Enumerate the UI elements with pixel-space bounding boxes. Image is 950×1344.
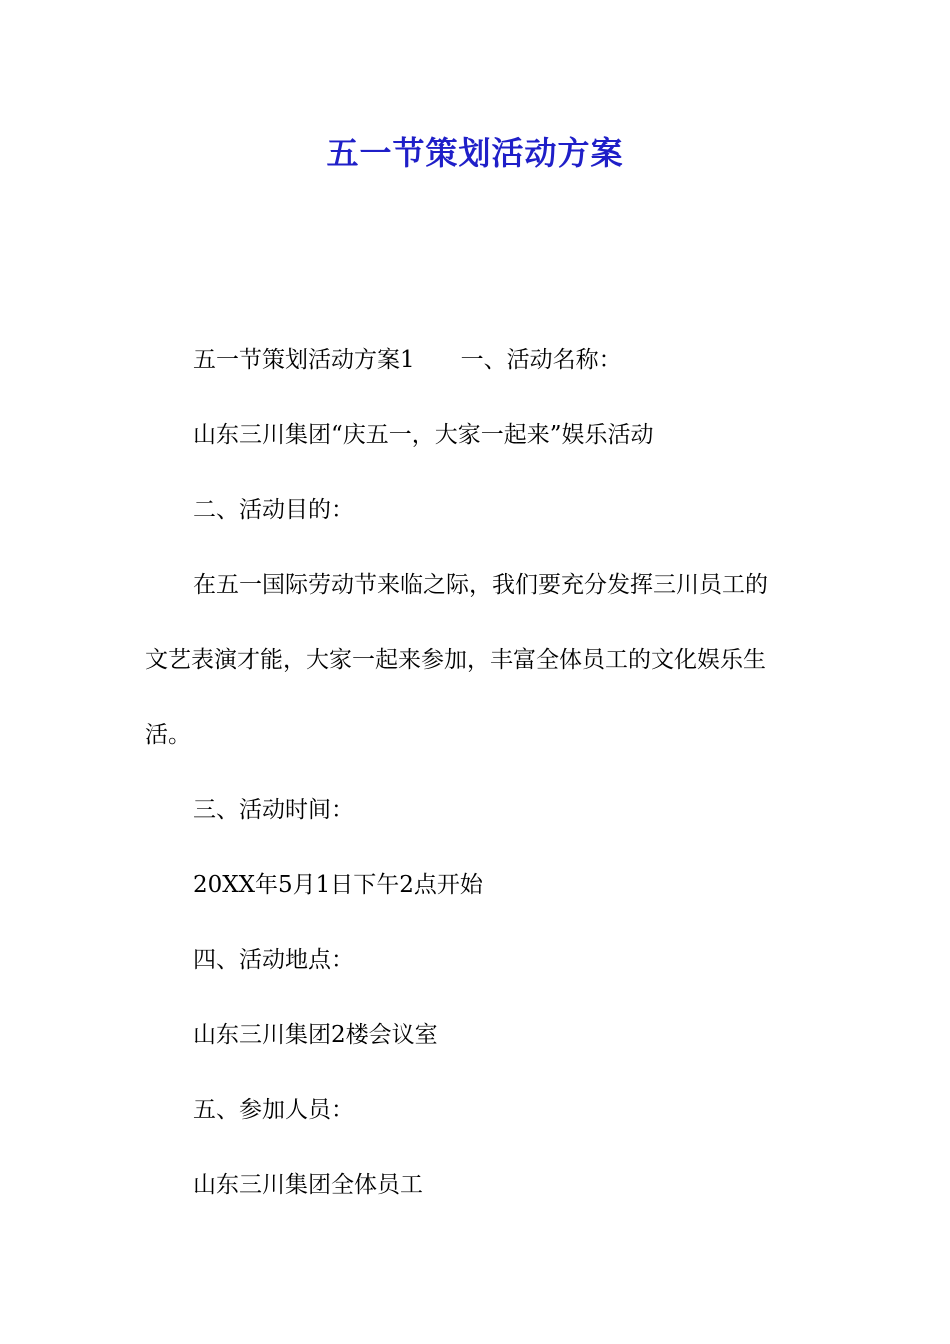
paragraph-purpose-line-1: 在五一国际劳动节来临之际，我们要充分发挥三川员工的	[193, 572, 768, 598]
document-title: 五一节策划活动方案	[326, 134, 624, 172]
section-heading-time: 三、活动时间：	[193, 797, 354, 823]
plan-heading-text: 五一节策划活动方案1	[193, 347, 415, 373]
section-heading-location: 四、活动地点：	[193, 947, 354, 973]
section-heading-participants: 五、参加人员：	[193, 1097, 354, 1123]
paragraph-location: 山东三川集团2楼会议室	[193, 1022, 438, 1048]
paragraph-purpose-line-3: 活。	[145, 722, 191, 748]
paragraph-time: 20XX年5月1日下午2点开始	[193, 872, 483, 898]
paragraph-participants: 山东三川集团全体员工	[193, 1172, 423, 1198]
paragraph-intro	[145, 341, 858, 379]
paragraph-activity-name: 山东三川集团“庆五一，大家一起来”娱乐活动	[193, 422, 654, 448]
section-heading-activity-name: 一、活动名称：	[460, 347, 622, 373]
paragraph-purpose-line-2: 文艺表演才能，大家一起来参加，丰富全体员工的文化娱乐生	[145, 647, 766, 673]
section-heading-purpose: 二、活动目的：	[193, 497, 354, 523]
